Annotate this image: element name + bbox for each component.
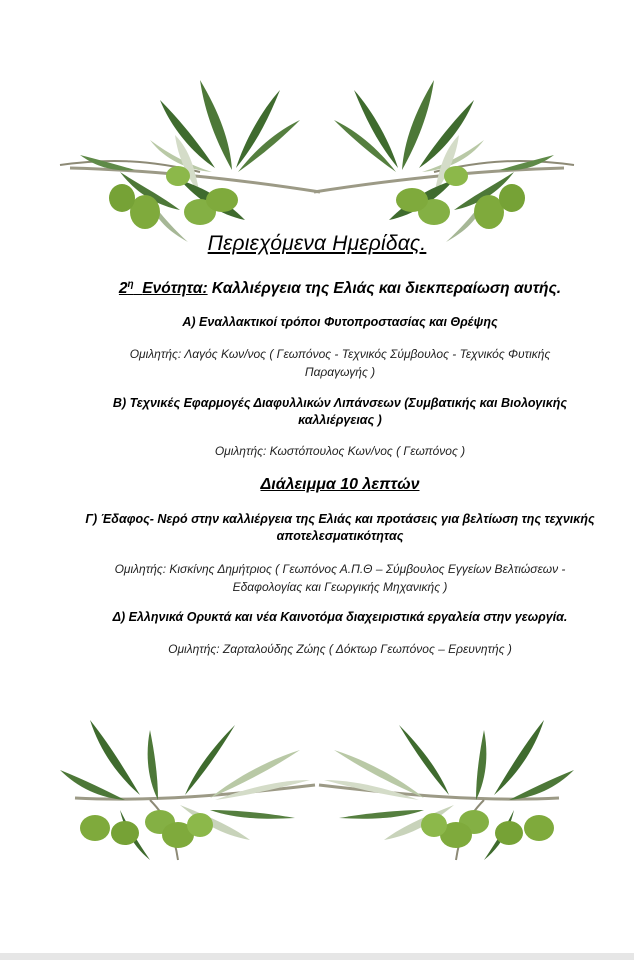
section-b-heading [60, 395, 620, 429]
section-b-heading-line1: Β) Τεχνικές Εφαρμογές Διαφυλλικών Λιπάνσεων (Συμβατικής και Βιολογικής [112, 396, 568, 410]
unit-label: Ενότητα: [142, 280, 208, 298]
section-c-speaker-line2: Εδαφολογίας και Γεωργικής Μηχανικής ) [232, 580, 448, 594]
unit-heading [0, 279, 634, 298]
section-b-speaker: Ομιλητής: Κωστόπουλος Κων/νος ( Γεωπόνος ) [214, 444, 466, 458]
section-a-speaker-line2: Παραγωγής ) [304, 365, 376, 379]
section-c-speaker-line1: Ομιλητής: Κισκίνης Δημήτριος ( Γεωπόνος Α.Π.Θ – Σύμβουλος Εγγείων Βελτιώσεων - [114, 562, 566, 576]
section-a-heading: Α) Εναλλακτικοί τρόποι Φυτοπροστασίας και Θρέψης [182, 315, 498, 329]
unit-text: Καλλιέργεια της Ελιάς και διεκπεραίωση αυτής. [211, 280, 562, 298]
unit-number: 2 [118, 280, 128, 298]
unit-number-group [119, 280, 208, 297]
page-title: Περιεχόμενα Ημερίδας. [207, 232, 427, 255]
page-bottom-edge [0, 953, 634, 960]
section-c-heading [60, 511, 620, 545]
section-a-speaker-line1: Ομιλητής: Λαγός Κων/νος ( Γεωπόνος - Τεχνικός Σύμβουλος - Τεχνικός Φυτικής [129, 347, 551, 361]
section-c-speaker [60, 560, 620, 596]
unit-superscript: η [127, 279, 134, 290]
olive-branch-left [60, 80, 320, 242]
section-d-speaker: Ομιλητής: Ζαρταλούδης Ζώης ( Δόκτωρ Γεωπόνος – Ερευνητής ) [168, 642, 512, 656]
olive-branch-bottom-right [319, 720, 574, 860]
olive-branch-top-decoration [0, 60, 634, 250]
break-heading: Διάλειμμα 10 λεπτών [260, 476, 420, 493]
section-d-heading: Δ) Ελληνικά Ορυκτά και νέα Καινοτόμα διαχειριστικά εργαλεία στην γεωργία. [112, 610, 568, 624]
section-c-heading-line1: Γ) Έδαφος- Νερό στην καλλιέργεια της Ελιάς και προτάσεις για βελτίωση της τεχνικής [85, 512, 595, 526]
section-b-heading-line2: καλλιέργειας ) [298, 413, 382, 427]
olive-branch-right [314, 80, 574, 242]
olive-branch-bottom-decoration [0, 700, 634, 870]
olive-branch-bottom-left [60, 720, 315, 860]
section-c-heading-line2: αποτελεσματικότητας [276, 529, 404, 543]
section-a-speaker [60, 345, 620, 381]
